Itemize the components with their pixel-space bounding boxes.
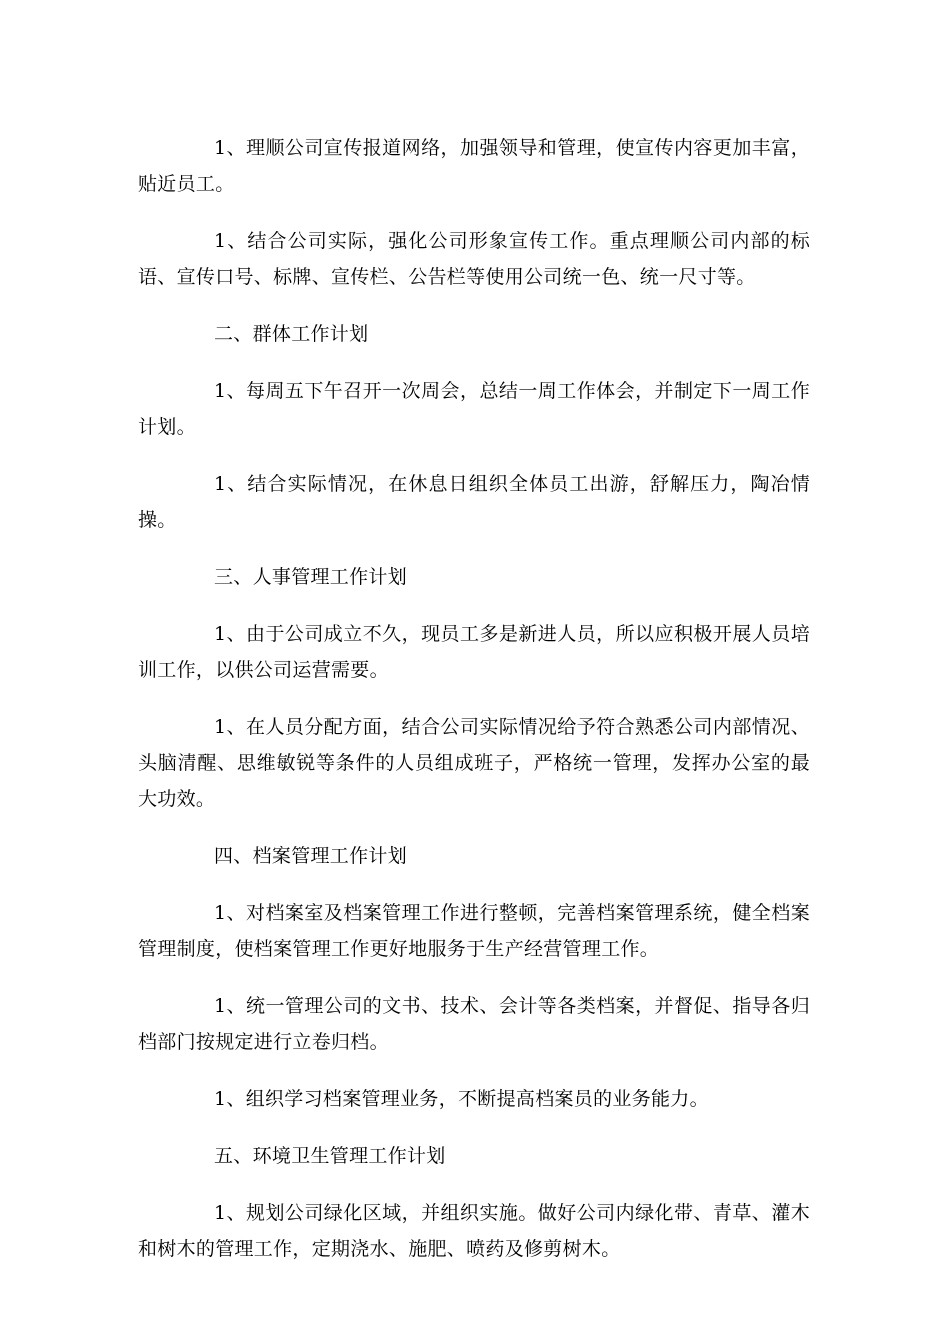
paragraph-weekly-meeting: 1、每周五下午召开一次周会，总结一周工作体会，并制定下一周工作计划。: [138, 380, 810, 438]
document-body: [138, 130, 810, 1288]
paragraph-publicity-network: 1、理顺公司宣传报道网络，加强领导和管理，使宣传内容更加丰富，贴近员工。: [138, 137, 810, 195]
section-heading-archives: 四、档案管理工作计划: [214, 845, 408, 867]
section-heading-environment: 五、环境卫生管理工作计划: [214, 1145, 446, 1167]
paragraph-archive-training: 1、组织学习档案管理业务，不断提高档案员的业务能力。: [214, 1088, 709, 1110]
paragraph-training: 1、由于公司成立不久，现员工多是新进人员，所以应积极开展人员培训工作，以供公司运营需要。: [138, 623, 810, 681]
paragraph-archive-reorganization: 1、对档案室及档案管理工作进行整顿，完善档案管理系统，健全档案管理制度，使档案管理工作更好地服务于生产经营管理工作。: [138, 902, 810, 960]
paragraph-greening: 1、规划公司绿化区域，并组织实施。做好公司内绿化带、青草、灌木和树木的管理工作，定期浇水、施肥、喷药及修剪树木。: [138, 1202, 810, 1260]
section-heading-personnel: 三、人事管理工作计划: [214, 566, 408, 588]
paragraph-staff-outing: 1、结合实际情况，在休息日组织全体员工出游，舒解压力，陶冶情操。: [138, 473, 810, 531]
paragraph-company-image: 1、结合公司实际，强化公司形象宣传工作。重点理顺公司内部的标语、宣传口号、标牌、宣传栏、公告栏等使用公司统一色、统一尺寸等。: [138, 230, 810, 288]
paragraph-archive-unification: 1、统一管理公司的文书、技术、会计等各类档案，并督促、指导各归档部门按规定进行立卷归档。: [138, 995, 810, 1053]
paragraph-staff-allocation: 1、在人员分配方面，结合公司实际情况给予符合熟悉公司内部情况、头脑清醒、思维敏锐等条件的人员组成班子，严格统一管理，发挥办公室的最大功效。: [138, 716, 810, 810]
section-heading-group-work: 二、群体工作计划: [214, 323, 369, 345]
